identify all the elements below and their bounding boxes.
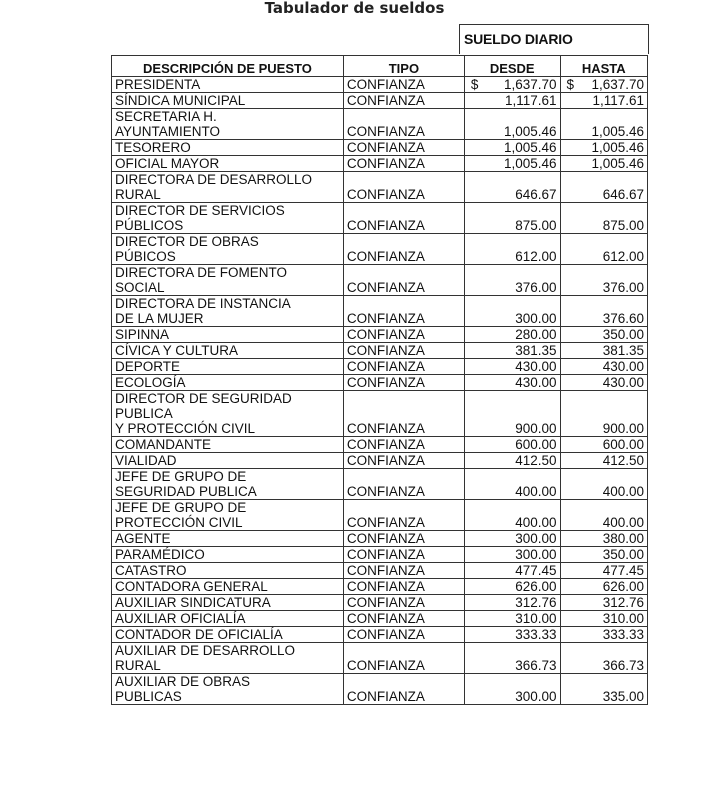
cell-desde-value: 300.00 [515,689,557,704]
cell-hasta-value: 430.00 [602,359,644,374]
cell-puesto: DIRECTORA DE FOMENTO SOCIAL [112,265,344,296]
table-row [112,265,648,296]
table-row [112,109,648,140]
cell-hasta [560,547,647,563]
cell-desde-value: 875.00 [515,218,557,233]
cell-puesto: SIPINNA [112,327,344,343]
table-row [112,234,648,265]
cell-hasta-value: 333.33 [602,627,644,642]
cell-tipo: CONFIANZA [343,375,464,391]
cell-hasta [560,453,647,469]
cell-tipo: CONFIANZA [343,234,464,265]
cell-puesto: DIRECTOR DE OBRAS PÚBICOS [112,234,344,265]
cell-hasta-value: 400.00 [602,515,644,530]
table-body [112,77,648,705]
table-row [112,563,648,579]
cell-tipo: CONFIANZA [343,203,464,234]
cell-puesto: TESORERO [112,140,344,156]
cell-hasta-value: 381.35 [602,343,644,358]
table-row [112,391,648,437]
cell-puesto: ECOLOGÍA [112,375,344,391]
cell-tipo: CONFIANZA [343,437,464,453]
cell-tipo: CONFIANZA [343,77,464,93]
cell-desde [464,234,560,265]
cell-hasta-value: 335.00 [602,689,644,704]
cell-hasta-value: 600.00 [602,437,644,452]
cell-tipo: CONFIANZA [343,391,464,437]
cell-puesto: JEFE DE GRUPO DE PROTECCIÓN CIVIL [112,500,344,531]
cell-hasta-value: 430.00 [602,375,644,390]
cell-desde [464,674,560,705]
table-row [112,375,648,391]
sueldo-diario-label: SUELDO DIARIO [464,31,573,47]
cell-puesto: CONTADOR DE OFICIALÍA [112,627,344,643]
cell-hasta [560,531,647,547]
sueldo-diario-header-box [459,24,649,54]
cell-desde [464,203,560,234]
cell-puesto: PRESIDENTA [112,77,344,93]
cell-hasta-value: 376.00 [602,280,644,295]
table-row [112,627,648,643]
cell-hasta-value: 412.50 [602,453,644,468]
currency-symbol: $ [470,77,479,92]
cell-desde-value: 1,005.46 [503,124,557,139]
cell-hasta [560,265,647,296]
cell-hasta-value: 350.00 [602,547,644,562]
cell-desde-value: 412.50 [515,453,557,468]
table-row [112,156,648,172]
cell-puesto: OFICIAL MAYOR [112,156,344,172]
cell-tipo: CONFIANZA [343,611,464,627]
cell-hasta [560,595,647,611]
cell-hasta-value: 310.00 [602,611,644,626]
cell-tipo: CONFIANZA [343,531,464,547]
cell-hasta [560,643,647,674]
cell-puesto: DIRECTORA DE INSTANCIA DE LA MUJER [112,296,344,327]
table-header-row [112,56,648,77]
cell-desde-value: 477.45 [515,563,557,578]
cell-hasta [560,343,647,359]
cell-hasta [560,437,647,453]
table-row [112,437,648,453]
cell-tipo: CONFIANZA [343,109,464,140]
cell-hasta-value: 366.73 [602,658,644,673]
cell-hasta-value: 1,117.61 [592,93,644,108]
cell-puesto: AUXILIAR DE DESARROLLO RURAL [112,643,344,674]
cell-tipo: CONFIANZA [343,359,464,375]
cell-hasta-value: 400.00 [602,484,644,499]
cell-desde [464,595,560,611]
cell-desde [464,77,560,93]
cell-hasta [560,500,647,531]
table-row [112,77,648,93]
header-descripcion: DESCRIPCIÓN DE PUESTO [112,56,344,77]
cell-puesto: DIRECTOR DE SEGURIDAD PUBLICA Y PROTECCIÓN CIVIL [112,391,344,437]
header-tipo: TIPO [343,56,464,77]
table-row [112,359,648,375]
cell-desde-value: 430.00 [515,359,557,374]
cell-desde-value: 646.67 [515,187,557,202]
cell-desde [464,391,560,437]
cell-desde-value: 333.33 [515,627,557,642]
cell-desde-value: 1,117.61 [504,93,557,108]
page-title: Tabulador de sueldos [264,0,445,17]
cell-hasta-value: 350.00 [602,327,644,342]
cell-puesto: CONTADORA GENERAL [112,579,344,595]
table-row [112,674,648,705]
table-row [112,579,648,595]
cell-hasta [560,627,647,643]
cell-puesto: PARAMÉDICO [112,547,344,563]
cell-desde [464,296,560,327]
cell-desde [464,156,560,172]
cell-tipo: CONFIANZA [343,674,464,705]
cell-hasta [560,93,647,109]
table-row [112,500,648,531]
cell-puesto: DIRECTORA DE DESARROLLO RURAL [112,172,344,203]
cell-tipo: CONFIANZA [343,627,464,643]
table-row [112,469,648,500]
cell-desde [464,93,560,109]
cell-desde [464,643,560,674]
cell-tipo: CONFIANZA [343,93,464,109]
cell-puesto: DIRECTOR DE SERVICIOS PÚBLICOS [112,203,344,234]
cell-desde-value: 376.00 [515,280,557,295]
header-desde: DESDE [464,56,560,77]
cell-tipo: CONFIANZA [343,500,464,531]
cell-tipo: CONFIANZA [343,327,464,343]
cell-hasta-value: 1,005.46 [591,156,644,171]
cell-tipo: CONFIANZA [343,172,464,203]
cell-hasta-value: 1,005.46 [591,124,644,139]
cell-hasta [560,674,647,705]
cell-hasta [560,109,647,140]
cell-desde-value: 900.00 [515,421,557,436]
cell-puesto: SÍNDICA MUNICIPAL [112,93,344,109]
cell-desde [464,453,560,469]
table-row [112,643,648,674]
cell-tipo: CONFIANZA [343,579,464,595]
cell-hasta [560,611,647,627]
cell-hasta-value: 875.00 [602,218,644,233]
cell-hasta [560,77,647,93]
cell-desde-value: 626.00 [515,579,557,594]
cell-desde [464,375,560,391]
cell-desde-value: 430.00 [515,375,557,390]
cell-hasta-value: 1,005.46 [591,140,644,155]
cell-tipo: CONFIANZA [343,643,464,674]
cell-puesto: AUXILIAR DE OBRAS PUBLICAS [112,674,344,705]
cell-desde-value: 310.00 [515,611,557,626]
table-row [112,547,648,563]
table-row [112,296,648,327]
cell-desde [464,547,560,563]
cell-desde [464,327,560,343]
cell-puesto: AUXILIAR OFICIALÍA [112,611,344,627]
cell-hasta-value: 312.76 [602,595,644,610]
cell-desde-value: 1,005.46 [503,140,557,155]
cell-desde [464,140,560,156]
cell-tipo: CONFIANZA [343,140,464,156]
table-row [112,595,648,611]
cell-desde-value: 400.00 [515,515,557,530]
salary-table [111,55,648,705]
cell-hasta [560,563,647,579]
cell-desde-value: 1,005.46 [503,156,557,171]
table-row [112,93,648,109]
cell-hasta-value: 380.00 [602,531,644,546]
cell-puesto: DEPORTE [112,359,344,375]
cell-tipo: CONFIANZA [343,595,464,611]
currency-symbol: $ [566,77,575,92]
table-row [112,343,648,359]
cell-puesto: JEFE DE GRUPO DE SEGURIDAD PUBLICA [112,469,344,500]
cell-desde-value: 300.00 [515,547,557,562]
cell-desde-value: 312.76 [515,595,557,610]
cell-hasta [560,327,647,343]
cell-desde-value: 612.00 [515,249,557,264]
cell-desde-value: 300.00 [515,531,557,546]
cell-desde [464,579,560,595]
cell-hasta [560,469,647,500]
cell-desde-value: 600.00 [515,437,557,452]
cell-hasta [560,579,647,595]
cell-tipo: CONFIANZA [343,265,464,296]
cell-puesto: SECRETARIA H. AYUNTAMIENTO [112,109,344,140]
table-row [112,203,648,234]
table-row [112,531,648,547]
cell-hasta-value: 626.00 [602,579,644,594]
cell-desde [464,627,560,643]
cell-desde-value: 1,637.70 [503,77,557,92]
cell-hasta [560,203,647,234]
cell-hasta [560,172,647,203]
cell-hasta [560,234,647,265]
cell-tipo: CONFIANZA [343,547,464,563]
cell-desde [464,611,560,627]
cell-hasta [560,359,647,375]
cell-hasta-value: 477.45 [602,563,644,578]
cell-desde-value: 366.73 [515,658,557,673]
cell-desde [464,469,560,500]
cell-hasta-value: 900.00 [602,421,644,436]
cell-puesto: COMANDANTE [112,437,344,453]
cell-desde [464,563,560,579]
cell-desde-value: 381.35 [515,343,557,358]
cell-desde [464,109,560,140]
header-hasta: HASTA [560,56,647,77]
cell-desde-value: 300.00 [515,311,557,326]
cell-desde [464,359,560,375]
cell-hasta-value: 646.67 [602,187,644,202]
cell-desde [464,343,560,359]
cell-puesto: CÍVICA Y CULTURA [112,343,344,359]
cell-hasta-value: 612.00 [602,249,644,264]
cell-tipo: CONFIANZA [343,296,464,327]
cell-desde-value: 280.00 [515,327,557,342]
cell-desde [464,437,560,453]
cell-desde [464,500,560,531]
table-row [112,140,648,156]
table-row [112,611,648,627]
table-row [112,327,648,343]
cell-puesto: VIALIDAD [112,453,344,469]
cell-hasta [560,375,647,391]
cell-desde [464,531,560,547]
cell-desde [464,265,560,296]
cell-hasta-value: 1,637.70 [591,77,644,92]
cell-desde [464,172,560,203]
cell-hasta [560,391,647,437]
cell-puesto: AUXILIAR SINDICATURA [112,595,344,611]
cell-puesto: CATASTRO [112,563,344,579]
cell-tipo: CONFIANZA [343,343,464,359]
table-row [112,172,648,203]
cell-hasta [560,296,647,327]
cell-puesto: AGENTE [112,531,344,547]
table-row [112,453,648,469]
cell-hasta-value: 376.60 [602,311,644,326]
cell-tipo: CONFIANZA [343,469,464,500]
cell-hasta [560,140,647,156]
cell-hasta [560,156,647,172]
cell-tipo: CONFIANZA [343,453,464,469]
cell-desde-value: 400.00 [515,484,557,499]
cell-tipo: CONFIANZA [343,156,464,172]
cell-tipo: CONFIANZA [343,563,464,579]
